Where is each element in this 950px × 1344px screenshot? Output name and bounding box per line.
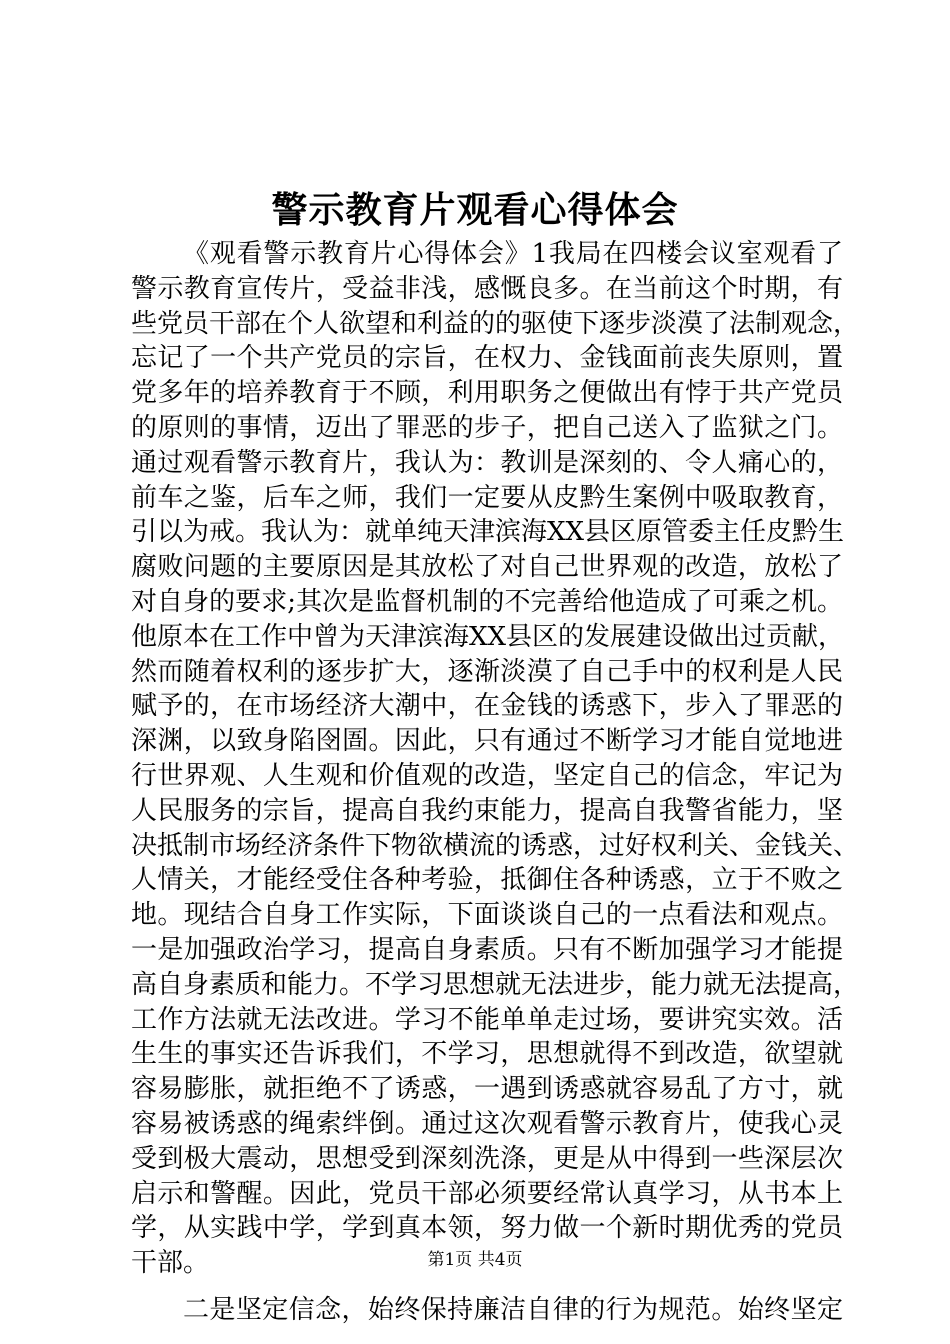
text-line: 高自身素质和能力。不学习思想就无法进步，能力就无法提高， bbox=[131, 969, 860, 1000]
text-line: 的原则的事情，迈出了罪恶的步子，把自己送入了监狱之门。 bbox=[131, 412, 843, 443]
text-line: 通过观看警示教育片，我认为：教训是深刻的、令人痛心的， bbox=[131, 447, 843, 478]
text-line: 忘记了一个共产党员的宗旨，在权力、金钱面前丧失原则，置 bbox=[131, 343, 843, 374]
text-line: 前车之鉴，后车之师，我们一定要从皮黔生案例中吸取教育， bbox=[131, 482, 843, 513]
text-line: 引以为戒。我认为：就单纯天津滨海XX县区原管委主任皮黔生 bbox=[131, 517, 845, 548]
text-line: 些党员干部在个人欲望和利益的的驱使下逐步淡漠了法制观念， bbox=[131, 308, 860, 339]
text-line: 《观看警示教育片心得体会》1我局在四楼会议室观看了 bbox=[183, 239, 843, 269]
text-line: 赋予的，在市场经济大潮中，在金钱的诱惑下，步入了罪恶的 bbox=[131, 691, 843, 722]
text-line: 人民服务的宗旨，提高自我约束能力，提高自我警省能力，坚 bbox=[131, 795, 843, 826]
text-line: 地。现结合自身工作实际，下面谈谈自己的一点看法和观点。 bbox=[131, 900, 843, 931]
paragraph-gap bbox=[131, 1281, 843, 1293]
text-line: 对自身的要求;其次是监督机制的不完善给他造成了可乘之机。 bbox=[131, 586, 843, 617]
text-line: 学，从实践中学，学到真本领，努力做一个新时期优秀的党员 bbox=[131, 1213, 843, 1244]
text-line: 容易膨胀，就拒绝不了诱惑，一遇到诱惑就容易乱了方寸，就 bbox=[131, 1074, 843, 1105]
text-line: 他原本在工作中曾为天津滨海XX县区的发展建设做出过贡献， bbox=[131, 621, 845, 652]
text-line: 深渊，以致身陷囹圄。因此，只有通过不断学习才能自觉地进 bbox=[131, 726, 843, 757]
text-line: 党多年的培养教育于不顾，利用职务之便做出有悖于共产党员 bbox=[131, 378, 843, 409]
text-line: 然而随着权利的逐步扩大，逐渐淡漠了自己手中的权利是人民 bbox=[131, 656, 843, 687]
text-line: 人情关，才能经受住各种考验，抵御住各种诱惑，立于不败之 bbox=[131, 865, 843, 896]
text-line: 工作方法就无法改进。学习不能单单走过场，要讲究实效。活 bbox=[131, 1004, 843, 1035]
text-line: 受到极大震动，思想受到深刻洗涤，更是从中得到一些深层次 bbox=[131, 1143, 843, 1174]
page-footer: 第1页 共4页 bbox=[427, 1250, 523, 1270]
document-body bbox=[131, 237, 860, 1328]
text-line: 腐败问题的主要原因是其放松了对自己世界观的改造，放松了 bbox=[131, 552, 843, 583]
text-line: 警示教育宣传片，受益非浅，感慨良多。在当前这个时期，有 bbox=[131, 273, 843, 304]
paragraph-2 bbox=[131, 1293, 843, 1328]
text-line: 干部。 bbox=[131, 1248, 210, 1279]
text-line: 决抵制市场经济条件下物欲横流的诱惑，过好权利关、金钱关、 bbox=[131, 830, 860, 861]
document-title: 警示教育片观看心得体会 bbox=[271, 189, 679, 231]
paragraph-1 bbox=[131, 237, 860, 1281]
text-line: 容易被诱惑的绳索绊倒。通过这次观看警示教育片，使我心灵 bbox=[131, 1108, 843, 1139]
text-line: 二是坚定信念，始终保持廉洁自律的行为规范。始终坚定 bbox=[183, 1294, 843, 1325]
text-line: 一是加强政治学习，提高自身素质。只有不断加强学习才能提 bbox=[131, 934, 843, 965]
text-line: 生生的事实还告诉我们，不学习，思想就得不到改造，欲望就 bbox=[131, 1039, 843, 1070]
text-line: 行世界观、人生观和价值观的改造，坚定自己的信念，牢记为 bbox=[131, 760, 843, 791]
text-line: 启示和警醒。因此，党员干部必须要经常认真学习，从书本上 bbox=[131, 1178, 843, 1209]
